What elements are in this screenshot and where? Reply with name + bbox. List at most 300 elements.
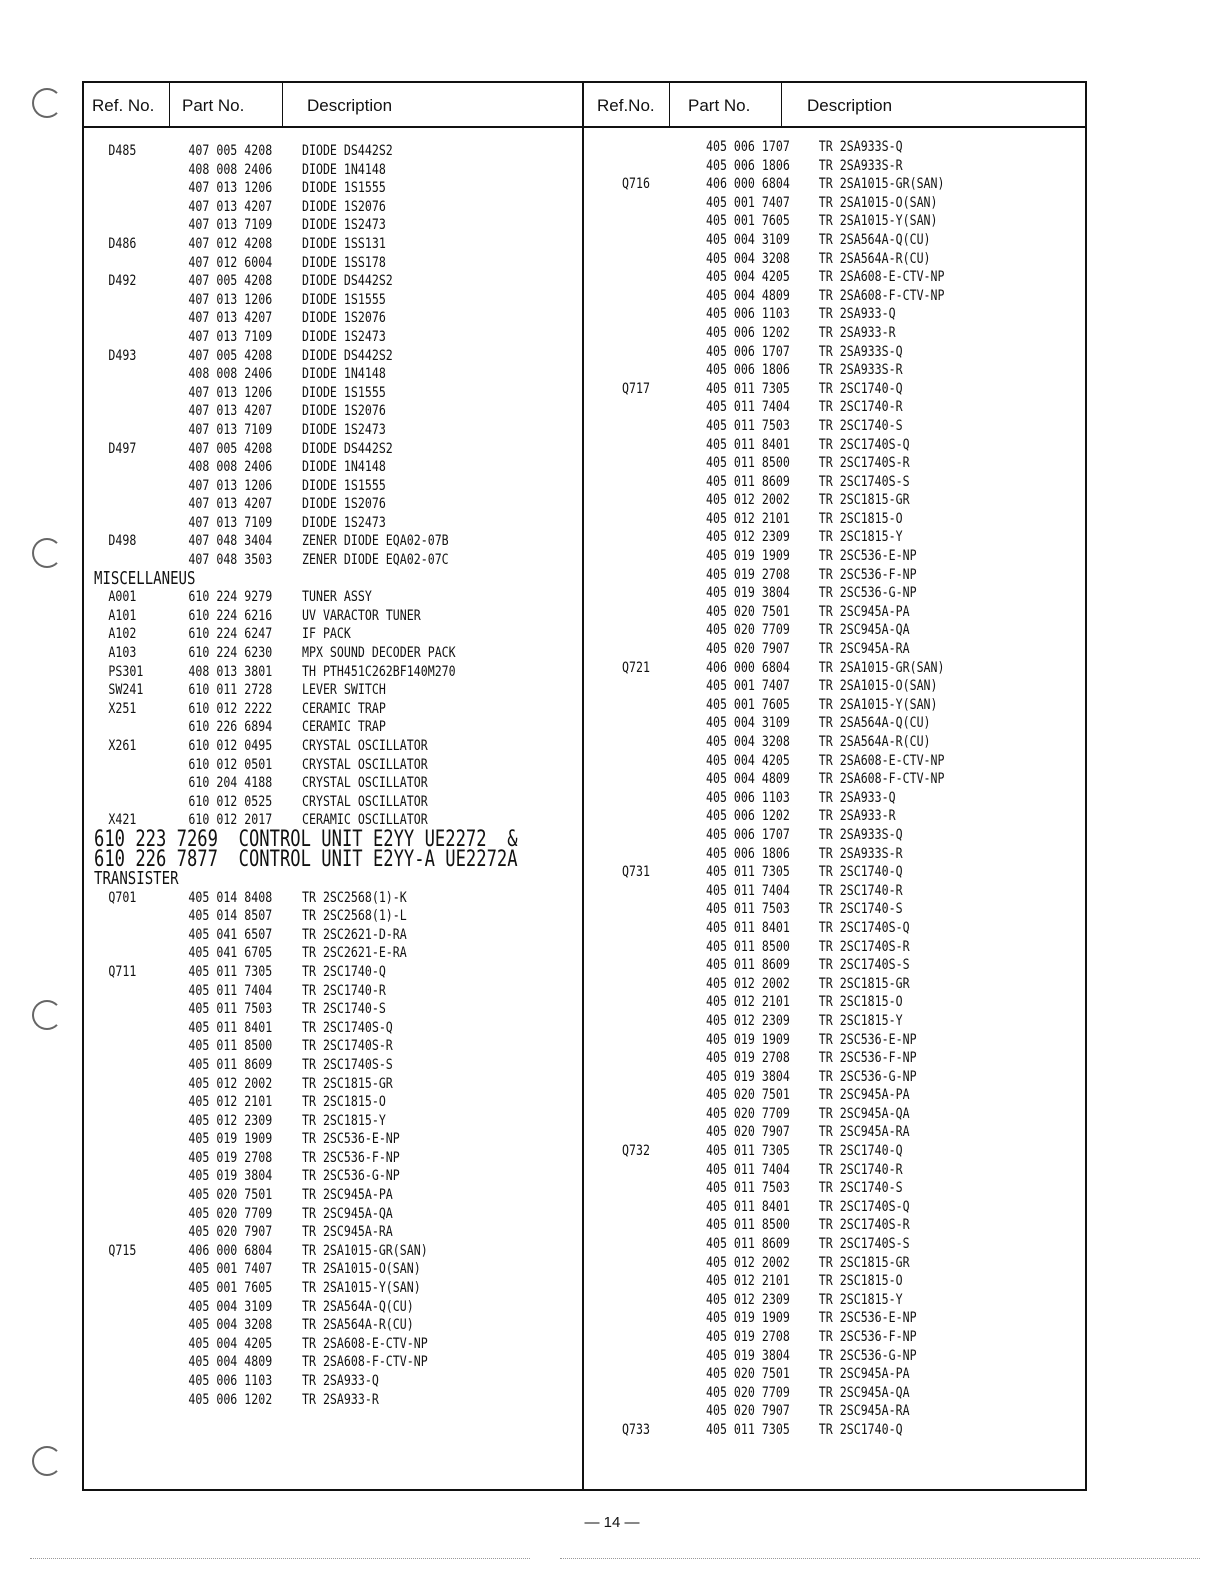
part-description: TR 2SA608-E-CTV-NP (818, 269, 945, 286)
part-number: 405 011 8609 (706, 957, 790, 974)
ref-number: X261 (108, 738, 137, 754)
part-row (598, 138, 1014, 157)
part-number: 405 011 7305 (706, 1143, 790, 1160)
part-number: 610 012 0495 (188, 738, 273, 754)
part-number: 405 041 6705 (188, 945, 273, 962)
part-description: TR 2SA933-R (818, 324, 896, 341)
ref-number: Q721 (622, 659, 650, 676)
part-row (598, 1421, 1014, 1440)
part-number: 406 000 6804 (706, 176, 790, 193)
part-row (94, 1260, 510, 1279)
part-description: TR 2SC2568(1)-K (302, 889, 407, 906)
part-description: DIODE 1N4148 (302, 161, 386, 178)
part-number: 405 001 7605 (188, 1280, 273, 1297)
part-row (94, 402, 510, 421)
part-row (598, 473, 1014, 492)
part-row (94, 1130, 510, 1149)
part-number: 405 011 8500 (188, 1038, 273, 1055)
part-number: 610 224 6216 (188, 607, 273, 624)
part-number: 406 000 6804 (706, 659, 790, 676)
part-row (94, 142, 510, 161)
part-number: 407 005 4208 (188, 273, 273, 290)
part-number: 610 226 6894 (188, 719, 273, 736)
ref-number: A101 (108, 607, 137, 624)
part-number: 405 012 2002 (706, 492, 790, 509)
part-row (598, 491, 1014, 510)
part-number: 405 019 3804 (706, 1347, 790, 1364)
part-number: 405 020 7501 (188, 1187, 273, 1204)
part-row (598, 1216, 1014, 1235)
part-row (94, 514, 510, 533)
part-description: DIODE DS442S2 (302, 143, 393, 159)
ref-number: Q715 (108, 1242, 137, 1259)
part-number: 405 019 2708 (188, 1149, 273, 1166)
part-description: DIODE 1S2473 (302, 328, 386, 345)
part-description: TR 2SC1740-R (818, 882, 903, 899)
part-description: TR 2SC1740-R (818, 399, 903, 416)
part-description: TR 2SA1015-GR(SAN) (818, 176, 945, 193)
part-description: TR 2SC1740-Q (818, 864, 903, 881)
part-description: DIODE 1S2076 (302, 310, 386, 327)
part-row (598, 436, 1014, 455)
part-row (94, 440, 510, 459)
part-number: 405 011 7404 (188, 982, 273, 999)
part-number: 610 224 9279 (188, 589, 273, 606)
ref-number: D492 (108, 273, 137, 290)
part-row (598, 1402, 1014, 1421)
part-row (94, 1167, 510, 1186)
part-description: TR 2SC536-G-NP (818, 1068, 917, 1085)
part-row (94, 272, 510, 291)
part-number: 405 006 1202 (188, 1391, 273, 1408)
part-number: 405 020 7501 (706, 1087, 790, 1104)
part-number: 405 011 7503 (188, 1001, 273, 1018)
part-description: TR 2SA564A-R(CU) (818, 734, 931, 750)
header-part-left: Part No. (182, 96, 245, 115)
part-description: TR 2SC1740-Q (818, 1143, 903, 1160)
part-row (598, 547, 1014, 566)
part-description: TR 2SC536-G-NP (302, 1168, 400, 1185)
part-number: 407 013 4207 (188, 310, 273, 327)
part-number: 405 011 7305 (188, 963, 273, 980)
part-number: 405 011 8401 (706, 1198, 790, 1215)
part-description: TR 2SA933S-Q (818, 139, 903, 155)
part-number: 405 019 3804 (188, 1168, 273, 1185)
section-heading: TRANSISTER (94, 867, 179, 889)
part-description: TR 2SA1015-Y(SAN) (818, 696, 938, 713)
part-description: TR 2SA1015-GR(SAN) (818, 659, 945, 676)
part-description: TR 2SC945A-QA (818, 1384, 910, 1401)
part-row (94, 1056, 510, 1075)
part-description: MPX SOUND DECODER PACK (302, 645, 456, 662)
part-description: CRYSTAL OSCILLATOR (302, 738, 428, 754)
part-number: 405 004 3109 (188, 1298, 273, 1315)
part-description: TR 2SC536-E-NP (302, 1131, 400, 1148)
part-description: TR 2SC945A-RA (818, 641, 910, 658)
part-description: TR 2SC2568(1)-L (302, 908, 407, 925)
part-number: 405 001 7407 (706, 678, 790, 695)
part-number: 407 013 7109 (188, 421, 273, 438)
scan-edge-line (560, 1558, 1200, 1559)
part-number: 405 012 2309 (188, 1112, 273, 1129)
part-row (598, 733, 1014, 752)
part-number: 405 011 8500 (706, 455, 790, 472)
part-row (94, 718, 510, 737)
part-number: 405 011 8401 (188, 1019, 273, 1036)
part-row (94, 607, 510, 626)
part-number: 405 020 7709 (188, 1205, 273, 1222)
part-number: 405 006 1806 (706, 845, 790, 862)
part-row (598, 714, 1014, 733)
part-description: DIODE 1S2076 (302, 198, 386, 215)
part-row (598, 696, 1014, 715)
part-description: CERAMIC TRAP (302, 700, 386, 717)
part-description: TR 2SC536-F-NP (818, 566, 917, 583)
part-number: 405 004 3109 (706, 715, 790, 732)
part-number: 405 012 2101 (188, 1094, 273, 1111)
part-number: 405 014 8507 (188, 908, 273, 925)
part-number: 407 013 1206 (188, 291, 273, 308)
part-description: TR 2SC1815-O (818, 510, 903, 527)
part-description: TR 2SC1815-Y (818, 529, 903, 546)
part-description: TR 2SC1740S-Q (818, 1198, 910, 1215)
part-description: DIODE 1S1555 (302, 477, 386, 494)
part-row (94, 1093, 510, 1112)
part-number: 407 005 4208 (188, 347, 273, 364)
part-number: 405 011 7305 (706, 380, 790, 397)
part-description: TR 2SA564A-R(CU) (818, 250, 931, 267)
part-row (598, 845, 1014, 864)
part-description: TR 2SC945A-QA (818, 622, 910, 639)
part-description: TR 2SC945A-RA (818, 1124, 910, 1141)
part-row (598, 231, 1014, 250)
part-row (598, 1105, 1014, 1124)
ref-number: SW241 (108, 682, 144, 699)
part-description: TR 2SC945A-PA (302, 1187, 393, 1204)
ref-number: D486 (108, 235, 137, 252)
part-number: 405 012 2002 (706, 975, 790, 992)
part-description: DIODE DS442S2 (302, 273, 393, 290)
ref-number: D485 (108, 143, 137, 159)
ref-number: X421 (108, 812, 137, 829)
part-description: TR 2SC1815-O (818, 1273, 903, 1290)
part-row (94, 588, 510, 607)
part-description: TR 2SC945A-PA (818, 1366, 910, 1383)
part-description: TR 2SA608-E-CTV-NP (302, 1335, 428, 1352)
part-number: 405 020 7907 (706, 641, 790, 658)
part-number: 405 004 3109 (706, 231, 790, 248)
ref-number: D493 (108, 347, 137, 364)
part-row (94, 309, 510, 328)
part-description: DIODE 1S2076 (302, 403, 386, 420)
part-row (94, 1279, 510, 1298)
part-number: 405 001 7605 (706, 696, 790, 713)
part-description: TR 2SC2621-E-RA (302, 945, 407, 962)
part-number: 405 011 8500 (706, 938, 790, 955)
part-row (598, 1272, 1014, 1291)
part-description: TR 2SC1740-R (302, 982, 386, 999)
part-description: TR 2SA1015-Y(SAN) (818, 213, 938, 230)
part-description: TR 2SC1815-GR (818, 492, 910, 509)
part-row (94, 254, 510, 273)
part-description: TR 2SA933-R (818, 808, 896, 825)
part-row (598, 603, 1014, 622)
scan-edge-line (30, 1558, 530, 1559)
part-description: TR 2SC536-F-NP (302, 1149, 400, 1166)
part-description: TR 2SA1015-Y(SAN) (302, 1280, 421, 1297)
part-number: 405 012 2002 (706, 1254, 790, 1271)
part-number: 405 019 1909 (706, 1310, 790, 1327)
header-ref-right: Ref.No. (597, 96, 655, 115)
part-number: 405 011 7503 (706, 901, 790, 918)
part-row (94, 963, 510, 982)
part-number: 405 006 1707 (706, 826, 790, 843)
part-row (598, 1049, 1014, 1068)
part-row (94, 1298, 510, 1317)
part-number: 405 020 7907 (706, 1124, 790, 1141)
part-number: 405 020 7709 (706, 622, 790, 639)
part-number: 405 004 4809 (706, 771, 790, 788)
part-description: TR 2SC536-E-NP (818, 1310, 917, 1327)
part-number: 405 001 7407 (188, 1261, 273, 1278)
section-heading: MISCELLANEUS (94, 567, 196, 589)
part-row (94, 1242, 510, 1261)
part-description: DIODE 1SS178 (302, 254, 386, 271)
part-row (598, 863, 1014, 882)
part-number: 405 006 1103 (706, 789, 790, 806)
part-description: TR 2SC536-G-NP (818, 1347, 917, 1364)
part-row (94, 1372, 510, 1391)
part-description: TR 2SC1740S-R (302, 1038, 393, 1055)
part-description: TR 2SA933-Q (818, 306, 896, 323)
part-description: TR 2SC1815-O (302, 1094, 386, 1111)
part-number: 405 006 1103 (706, 306, 790, 323)
part-row (94, 1037, 510, 1056)
part-row (94, 1316, 510, 1335)
part-row (94, 663, 510, 682)
part-description: TR 2SC2621-D-RA (302, 926, 407, 943)
part-row (598, 677, 1014, 696)
part-row (598, 621, 1014, 640)
part-row (94, 1149, 510, 1168)
header-separator (781, 81, 782, 127)
part-description: TR 2SA564A-Q(CU) (818, 715, 931, 732)
part-number: 407 013 1206 (188, 477, 273, 494)
part-description: TR 2SC1815-GR (818, 975, 910, 992)
part-description: TR 2SC1740-S (302, 1001, 386, 1018)
part-row (598, 305, 1014, 324)
part-number: 405 019 2708 (706, 1329, 790, 1345)
part-row (598, 250, 1014, 269)
part-number: 407 012 4208 (188, 235, 273, 252)
part-number: 405 019 3804 (706, 1068, 790, 1085)
part-description: DIODE 1S1555 (302, 384, 386, 401)
part-number: 407 013 7109 (188, 514, 273, 531)
part-row (598, 993, 1014, 1012)
part-number: 407 013 4207 (188, 403, 273, 420)
part-row (94, 756, 510, 775)
part-row (598, 789, 1014, 808)
part-description: TR 2SA564A-Q(CU) (818, 231, 931, 248)
part-number: 405 012 2309 (706, 1012, 790, 1029)
part-number: 405 019 2708 (706, 566, 790, 583)
binder-hole-3 (32, 1000, 62, 1030)
part-description: TR 2SC1740S-S (818, 473, 910, 490)
part-number: 405 041 6507 (188, 926, 273, 943)
part-row (598, 584, 1014, 603)
part-row (94, 1186, 510, 1205)
part-row (94, 774, 510, 793)
part-row (94, 1223, 510, 1242)
part-number: 405 001 7605 (706, 213, 790, 230)
ref-number: Q733 (622, 1421, 650, 1438)
part-row (598, 1291, 1014, 1310)
part-row (94, 737, 510, 756)
part-row (94, 1391, 510, 1410)
part-number: 407 013 1206 (188, 384, 273, 401)
page-number: — 14 — (584, 1514, 640, 1531)
part-number: 405 011 8401 (706, 919, 790, 936)
part-row (598, 361, 1014, 380)
part-description: TR 2SA608-F-CTV-NP (818, 287, 945, 304)
ref-number: Q717 (622, 380, 650, 397)
part-description: DIODE 1S1555 (302, 291, 386, 308)
part-description: TR 2SA933-R (302, 1391, 379, 1408)
part-number: 610 224 6230 (188, 645, 273, 662)
part-row (94, 421, 510, 440)
part-row (598, 566, 1014, 585)
part-description: TR 2SA933S-Q (818, 343, 903, 360)
part-number: 610 012 0525 (188, 793, 273, 810)
part-number: 405 004 4809 (188, 1354, 273, 1371)
part-number: 405 011 7404 (706, 1161, 790, 1178)
part-row (598, 1254, 1014, 1273)
part-row (94, 1335, 510, 1354)
part-number: 407 012 6004 (188, 254, 273, 271)
part-row (94, 235, 510, 254)
part-description: TR 2SC1815-Y (302, 1112, 386, 1129)
part-row (598, 417, 1014, 436)
part-number: 405 020 7907 (188, 1224, 273, 1241)
part-description: DIODE 1N4148 (302, 459, 386, 476)
part-description: TR 2SC1815-Y (818, 1291, 903, 1308)
part-description: TR 2SA1015-O(SAN) (302, 1261, 421, 1278)
part-description: CRYSTAL OSCILLATOR (302, 756, 428, 773)
part-row (94, 179, 510, 198)
part-number: 405 019 2708 (706, 1050, 790, 1067)
part-number: 405 006 1806 (706, 362, 790, 379)
part-description: DIODE 1S2076 (302, 496, 386, 513)
part-description: CERAMIC OSCILLATOR (302, 812, 428, 829)
part-description: TR 2SC1740S-R (818, 455, 910, 472)
part-number: 405 011 7503 (706, 417, 790, 434)
ref-number: PS301 (108, 663, 144, 680)
part-description: TR 2SC945A-RA (818, 1403, 910, 1420)
part-number: 405 012 2309 (706, 529, 790, 546)
part-number: 407 048 3503 (188, 552, 273, 569)
part-description: TR 2SC536-E-NP (818, 1031, 917, 1048)
part-description: TR 2SC1740S-Q (818, 919, 910, 936)
part-row (94, 384, 510, 403)
part-number: 407 048 3404 (188, 533, 273, 550)
part-number: 405 001 7407 (706, 194, 790, 211)
part-row (94, 347, 510, 366)
part-number: 405 020 7501 (706, 603, 790, 620)
part-row (94, 926, 510, 945)
part-row (598, 157, 1014, 176)
part-row (94, 1353, 510, 1372)
part-number: 610 224 6247 (188, 626, 273, 643)
part-row (598, 268, 1014, 287)
header-part-right: Part No. (688, 96, 751, 115)
part-description: TR 2SC1740-R (818, 1161, 903, 1178)
part-row (598, 807, 1014, 826)
part-row (94, 198, 510, 217)
ref-number: Q732 (622, 1143, 650, 1160)
part-description: TR 2SA933S-R (818, 157, 903, 174)
part-row (598, 454, 1014, 473)
part-row (598, 528, 1014, 547)
part-row (94, 889, 510, 908)
part-row (598, 975, 1014, 994)
part-description: DIODE 1S2473 (302, 514, 386, 531)
part-row (94, 982, 510, 1001)
part-row (598, 343, 1014, 362)
part-description: DIODE DS442S2 (302, 440, 393, 457)
part-row (94, 477, 510, 496)
part-row (598, 1365, 1014, 1384)
part-number: 405 011 7305 (706, 1421, 790, 1438)
ref-number: Q716 (622, 176, 650, 193)
part-number: 405 006 1806 (706, 157, 790, 174)
part-description: TR 2SC1815-GR (302, 1075, 393, 1092)
header-separator (169, 81, 170, 127)
unit-heading: 610 223 7269 CONTROL UNIT E2YY UE2272 & (94, 826, 518, 852)
part-row (94, 216, 510, 235)
part-description: TR 2SC536-F-NP (818, 1050, 917, 1067)
part-row (598, 510, 1014, 529)
part-row (598, 1142, 1014, 1161)
part-description: DIODE 1S1555 (302, 180, 386, 197)
part-description: TR 2SC1740-Q (302, 963, 386, 980)
part-row (598, 938, 1014, 957)
part-row (598, 175, 1014, 194)
part-description: TR 2SC945A-PA (818, 603, 910, 620)
part-description: DIODE DS442S2 (302, 347, 393, 364)
part-number: 405 011 8609 (188, 1056, 273, 1073)
ref-number: A102 (108, 626, 137, 643)
part-number: 405 004 4205 (706, 752, 790, 769)
part-row (598, 826, 1014, 845)
part-number: 405 011 7305 (706, 864, 790, 881)
part-row (94, 907, 510, 926)
part-number: 610 204 4188 (188, 775, 273, 792)
part-number: 405 006 1202 (706, 808, 790, 825)
part-description: CERAMIC TRAP (302, 719, 386, 736)
part-description: TR 2SC1740-S (818, 901, 903, 918)
part-number: 407 013 1206 (188, 180, 273, 197)
part-row (94, 1000, 510, 1019)
part-description: ZENER DIODE EQA02-07C (302, 552, 449, 569)
part-number: 405 012 2101 (706, 994, 790, 1011)
header-rule (82, 126, 1087, 128)
part-description: TR 2SA1015-O(SAN) (818, 194, 938, 211)
part-number: 610 012 2222 (188, 700, 273, 717)
part-number: 405 019 1909 (188, 1131, 273, 1148)
part-row (94, 793, 510, 812)
part-description: TR 2SC945A-QA (302, 1205, 393, 1222)
header-desc-left: Description (307, 96, 393, 115)
